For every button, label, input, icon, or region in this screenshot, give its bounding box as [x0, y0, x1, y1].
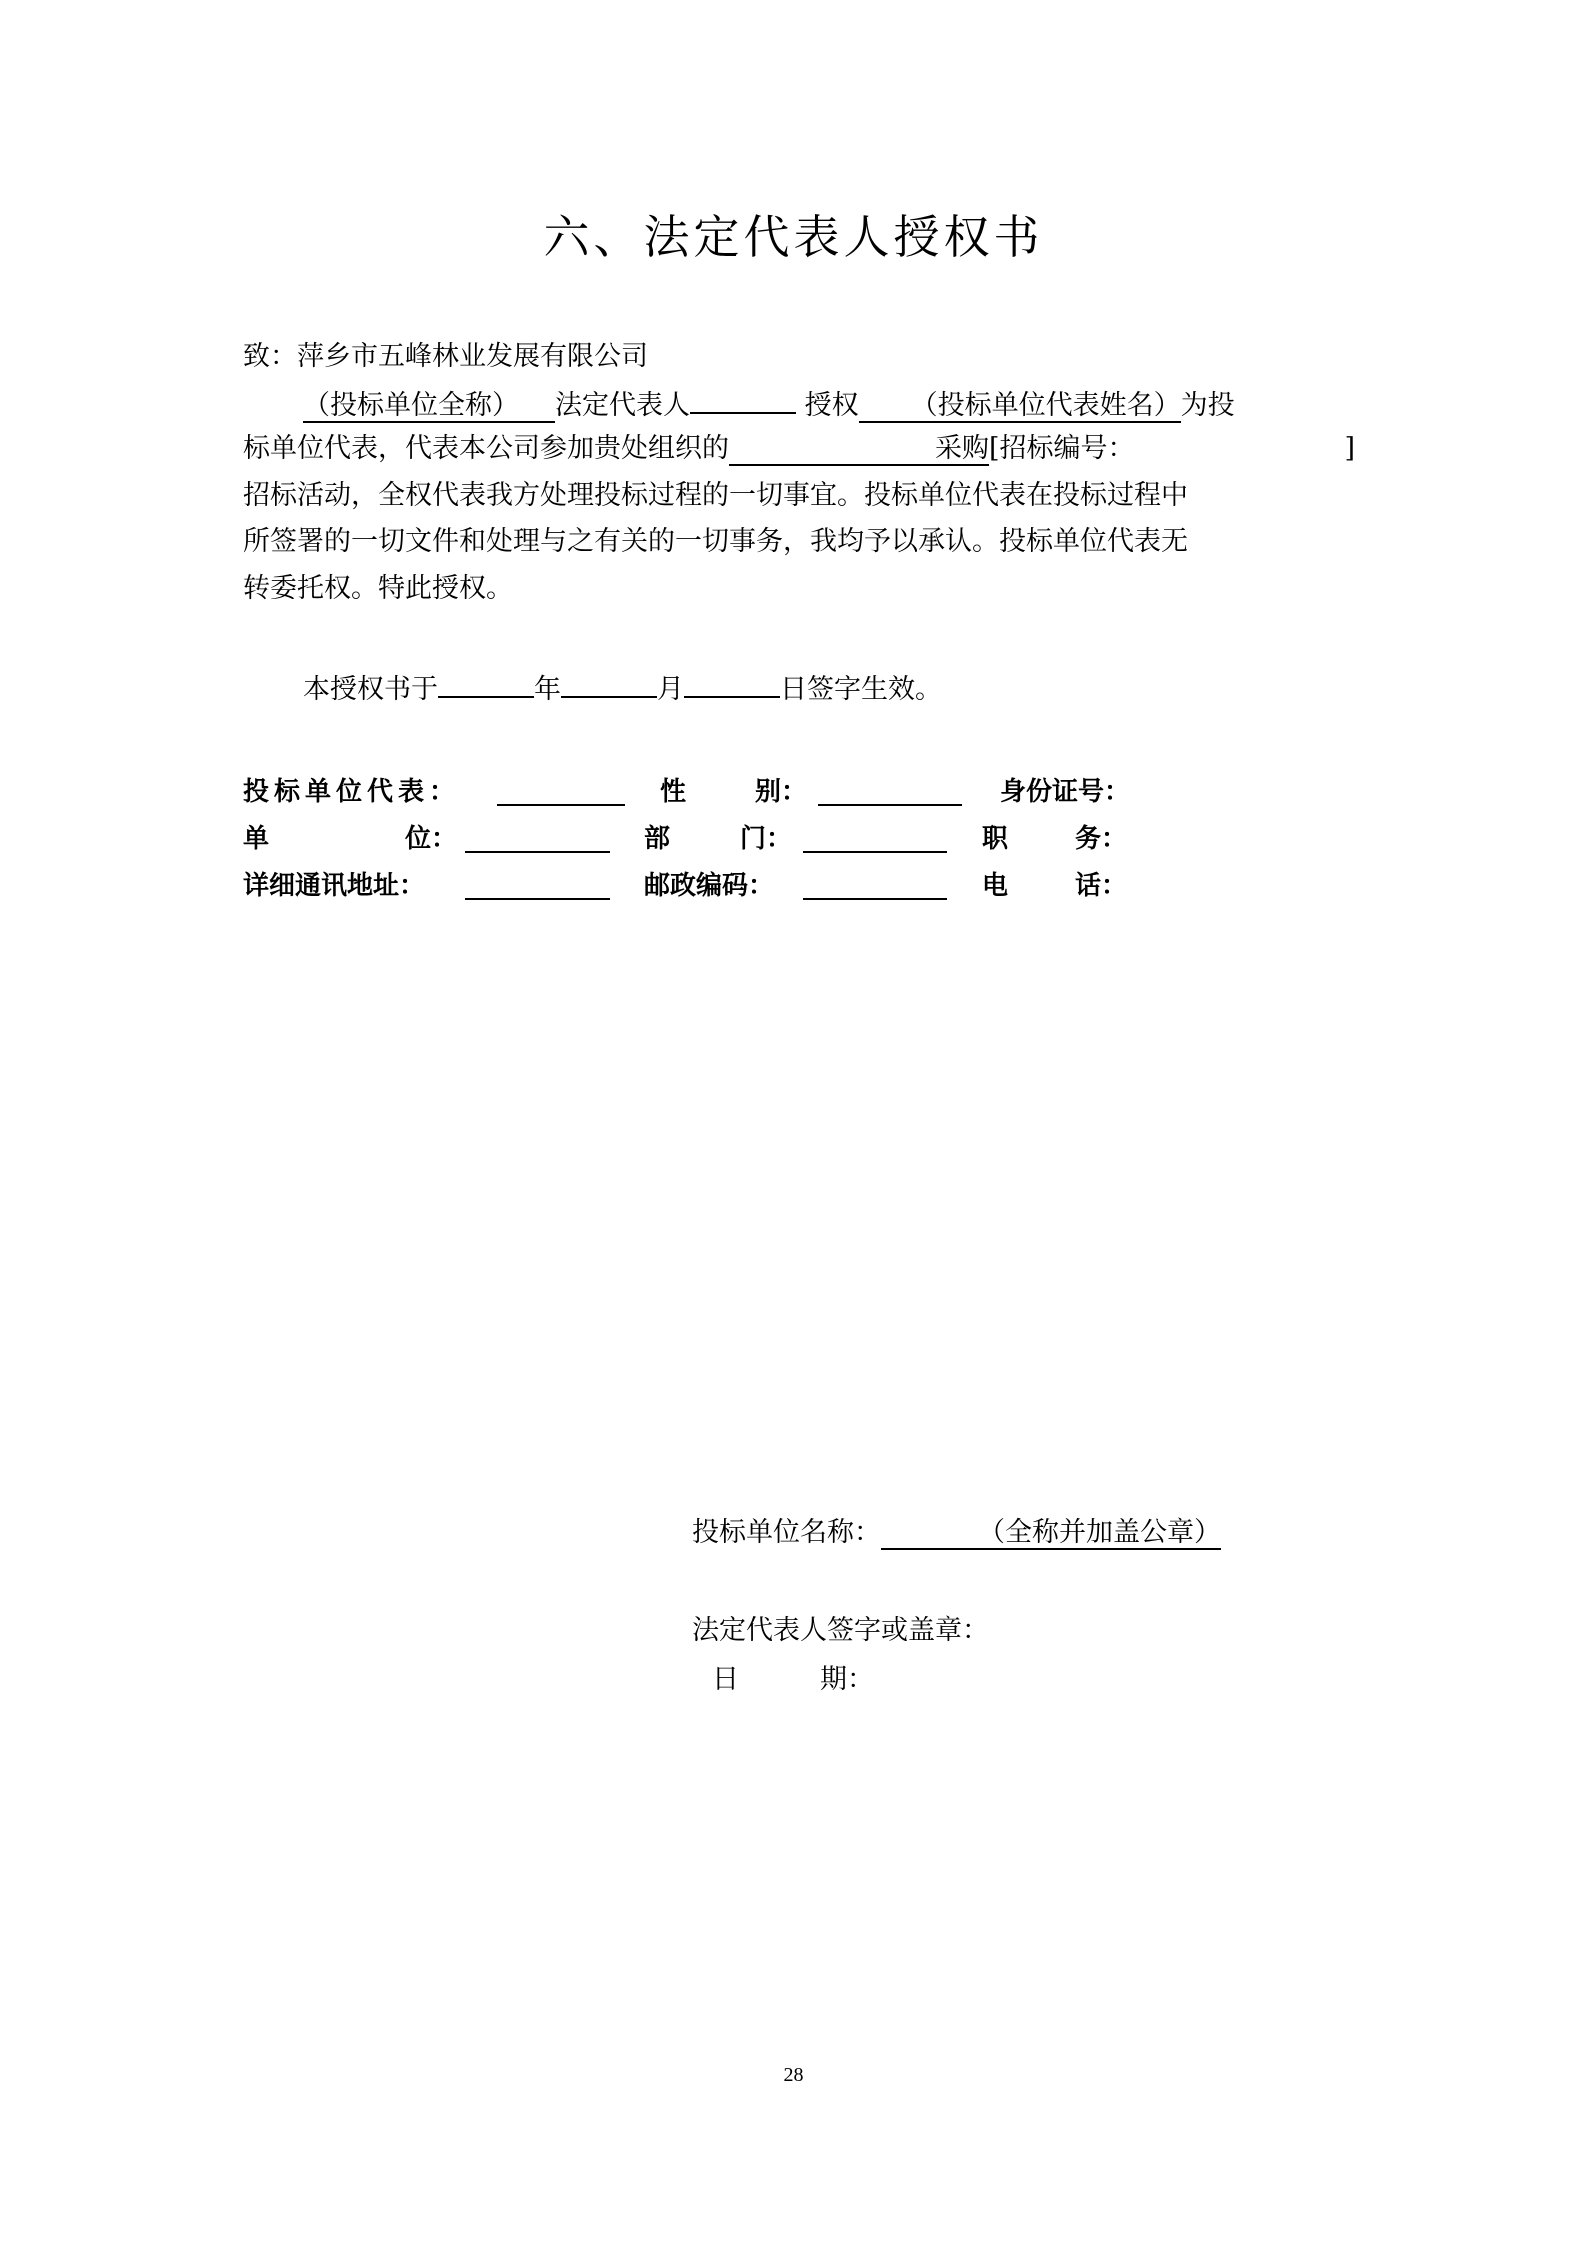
position-label-a: 职 — [982, 824, 1009, 854]
document-title: 六、法定代表人授权书 — [543, 210, 1044, 264]
addressee: 致：萍乡市五峰林业发展有限公司 — [243, 341, 648, 372]
bracket-close: ] — [1344, 433, 1356, 464]
address-field[interactable] — [465, 872, 610, 900]
line3-text: 标单位代表，代表本公司参加贵处组织的 — [243, 433, 729, 464]
authorization-line-6: 转委托权。特此授权。 — [243, 573, 513, 604]
year-label: 年 — [534, 674, 561, 705]
effective-prefix: 本授权书于 — [303, 674, 438, 705]
postal-code-label: 邮政编码： — [644, 871, 775, 901]
unit-fullname-field[interactable]: （投标单位全称） — [303, 391, 555, 423]
day-field[interactable] — [684, 670, 780, 698]
department-label-a: 部 — [644, 824, 671, 854]
representative-name-field[interactable]: （投标单位代表姓名） — [859, 391, 1181, 423]
department-field[interactable] — [803, 825, 947, 853]
project-name-field[interactable]: 采购 — [729, 434, 989, 466]
date-label-b: 期： — [820, 1664, 874, 1695]
gender-field[interactable] — [818, 778, 962, 806]
legal-rep-label: 法定代表人 — [555, 390, 690, 421]
tender-number-label: [招标编号： — [989, 433, 1135, 464]
authorization-line-5: 所签署的一切文件和处理与之有关的一切事务，我均予以承认。投标单位代表无 — [243, 526, 1188, 557]
department-label-b: 门： — [740, 824, 793, 854]
phone-label-a: 电 — [982, 871, 1009, 901]
month-label: 月 — [657, 674, 684, 705]
phone-label-b: 话： — [1075, 871, 1128, 901]
effective-date-line — [303, 670, 942, 707]
page-number: 28 — [783, 2064, 804, 2086]
month-field[interactable] — [561, 670, 657, 698]
unit-label-a: 单 — [243, 824, 270, 854]
authorize-label: 授权 — [796, 390, 859, 421]
unit-field[interactable] — [465, 825, 610, 853]
position-label-b: 务： — [1075, 824, 1128, 854]
as-label: 为投 — [1180, 390, 1235, 421]
unit-name-label: 投标单位名称： — [692, 1517, 881, 1548]
authorization-line-2 — [303, 386, 1235, 423]
effective-suffix: 日签字生效。 — [780, 674, 942, 705]
address-label: 详细通讯地址： — [243, 871, 426, 901]
unit-label-b: 位： — [405, 824, 458, 854]
gender-label-b: 别： — [755, 777, 808, 807]
postal-code-field[interactable] — [803, 872, 947, 900]
rep-label: 投标单位代表： — [243, 777, 461, 807]
authorization-line-3 — [243, 432, 1355, 466]
legal-rep-name-field[interactable] — [690, 386, 796, 414]
authorization-line-4: 招标活动，全权代表我方处理投标过程的一切事宜。投标单位代表在投标过程中 — [243, 480, 1188, 511]
unit-name-line — [692, 1516, 1221, 1550]
id-number-label: 身份证号： — [1000, 777, 1131, 807]
rep-name-field[interactable] — [497, 778, 625, 806]
date-label-a: 日 — [712, 1664, 739, 1695]
unit-name-field[interactable]: （全称并加盖公章） — [881, 1518, 1221, 1550]
gender-label-a: 性 — [660, 777, 687, 807]
legal-rep-signature-label: 法定代表人签字或盖章： — [692, 1615, 989, 1646]
year-field[interactable] — [438, 670, 534, 698]
